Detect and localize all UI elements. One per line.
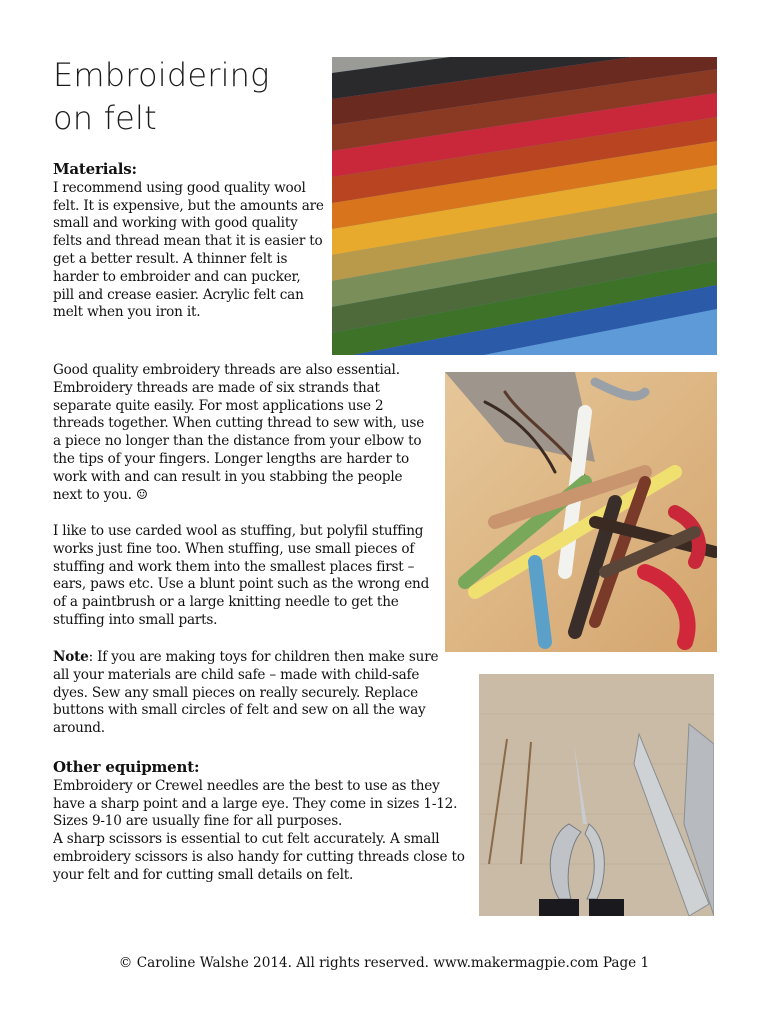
- page-title: [53, 54, 323, 140]
- materials-paragraph-2: Good quality embroidery threads are also essential. Embroidery threads are made of six strands that separate quite easily. For most applications use 2 threads together. When cutting thread to sew with, use a piece no longer than the distance from your elbow to the tips of your fingers. Longer lengths are harder to work with and can result in you stabbing the people next to you. ☺: [53, 362, 425, 503]
- stuffing-paragraph: [53, 523, 433, 630]
- materials-paragraph-3: I like to use carded wool as stuffing, but polyfil stuffing works just fine too. When stuffing, use small pieces of stuffing and work them into the smallest places first – ears, paws etc. Use a blunt point such as the wrong end of a paintbrush or a large knitting needle to get the stuffing into small parts.: [53, 523, 430, 628]
- materials-paragraph-1: I recommend using good quality wool felt. It is expensive, but the amounts are small and working with good quality felts and thread mean that it is easier to get a better result. A thinner felt is harder to embroider and can pucker, pill and crease easier. Acrylic felt can melt when you iron it.: [53, 179, 324, 321]
- note-label: Note: [53, 649, 89, 665]
- title-line-2: on felt: [53, 99, 157, 137]
- note-text: : If you are making toys for children then make sure all your materials are child safe – made with child-safe dyes. Sew any small pieces on really securely. Replace buttons with small circles of felt and sew on all the way around.: [53, 649, 439, 737]
- embroidery-threads-photo: [445, 372, 717, 652]
- title-line-1: Embroidering: [53, 56, 270, 94]
- equipment-paragraph-1: Embroidery or Crewel needles are the best to use as they have a sharp point and a large eye. They come in sizes 1-12. Sizes 9-10 are usually fine for all purposes.: [53, 777, 458, 830]
- equipment-paragraph-2: A sharp scissors is essential to cut felt accurately. A small embroidery scissors is also handy for cutting threads close to your felt and for cutting small details on felt.: [53, 831, 465, 883]
- materials-heading: Materials:: [53, 160, 137, 178]
- note-paragraph: [53, 649, 458, 738]
- threads-paragraph: [53, 362, 431, 504]
- equipment-heading: Other equipment:: [53, 758, 200, 776]
- materials-section: [53, 161, 325, 322]
- felt-stack-photo: [332, 57, 717, 355]
- equipment-section: [53, 759, 465, 885]
- page-footer: © Caroline Walshe 2014. All rights reserved. www.makermagpie.com Page 1: [118, 955, 650, 971]
- needles-scissors-photo: [479, 674, 714, 916]
